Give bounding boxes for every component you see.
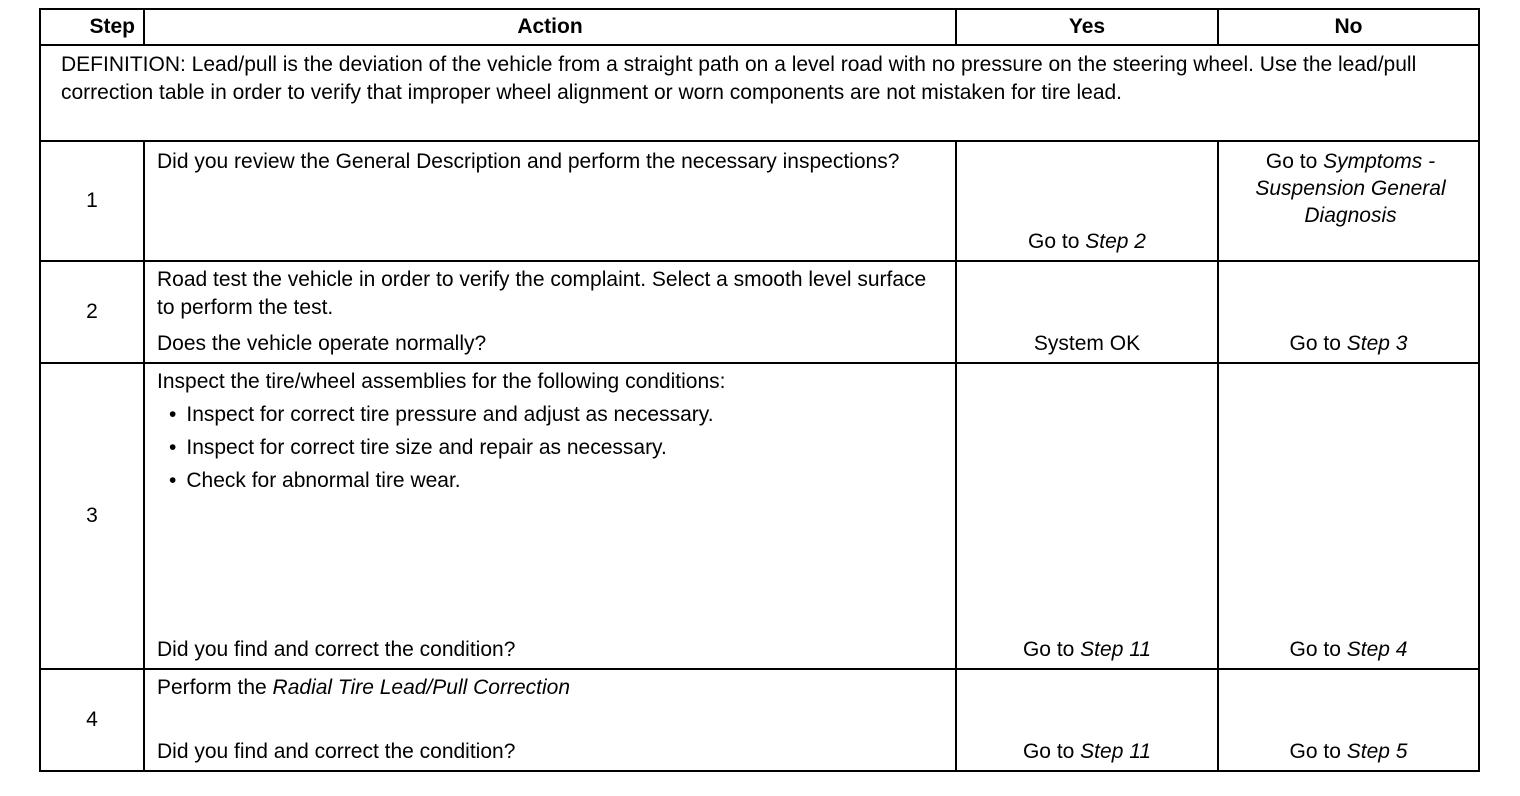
yes-result [957, 740, 1217, 764]
question-text: Does the vehicle operate normally? [157, 332, 487, 355]
action-text [145, 670, 955, 702]
no-prefix: Go to [1289, 332, 1347, 355]
no-step-link[interactable]: Symptoms - Suspension General Diagnosis [1255, 150, 1446, 227]
question-text: Did you find and correct the condition? [157, 740, 516, 763]
yes-step-link[interactable]: Step 2 [1085, 230, 1146, 253]
yes-step-link[interactable]: Step 11 [1080, 638, 1152, 661]
step-number: 3 [40, 363, 144, 669]
no-result [1219, 332, 1478, 356]
yes-cell [956, 261, 1218, 363]
action-cell [144, 363, 956, 669]
action-cell [144, 141, 956, 261]
yes-prefix: Go to [1028, 230, 1086, 253]
definition-text: DEFINITION: Lead/pull is the deviation of the vehicle from a straight path on a level road with no pressure on the steering wheel. Use the lead/pull correction table in order to verify that improper wheel alignment or worn components are not mistaken for tire lead. [40, 45, 1479, 141]
no-result [1219, 638, 1478, 662]
table-row [40, 669, 1479, 771]
header-yes: Yes [956, 9, 1218, 45]
table-row [40, 363, 1479, 669]
condition-list [145, 398, 955, 497]
no-step-link[interactable]: Step 5 [1346, 740, 1408, 763]
list-item: • Check for abnormal tire wear. [169, 464, 955, 497]
action-text: Inspect the tire/wheel assemblies for the following conditions: [157, 370, 726, 393]
definition-row [40, 45, 1479, 141]
step-number: 4 [40, 669, 144, 771]
action-cell [144, 669, 956, 771]
yes-step-link[interactable]: Step 11 [1080, 740, 1152, 763]
procedure-link[interactable]: Radial Tire Lead/Pull Correction [272, 676, 571, 699]
no-prefix: Go to [1289, 740, 1347, 763]
yes-prefix: Go to [1022, 740, 1081, 763]
yes-prefix: Go to [1022, 638, 1081, 661]
action-cell [144, 261, 956, 363]
step-number: 1 [40, 141, 144, 261]
diagnostic-table [39, 8, 1480, 772]
yes-cell [956, 669, 1218, 771]
header-step: Step [40, 9, 144, 45]
no-prefix: Go to [1265, 150, 1324, 173]
yes-result: System OK [1033, 332, 1141, 355]
list-item: • Inspect for correct tire size and repair as necessary. [169, 431, 955, 464]
header-action: Action [144, 9, 956, 45]
no-step-link[interactable]: Step 4 [1346, 638, 1408, 661]
header-no: No [1218, 9, 1479, 45]
no-cell [1218, 363, 1479, 669]
action-prefix: Perform the [157, 676, 273, 699]
yes-cell [956, 141, 1218, 261]
yes-result [957, 230, 1217, 254]
no-result [1219, 142, 1478, 229]
no-cell [1218, 261, 1479, 363]
yes-cell [956, 363, 1218, 669]
no-result [1219, 740, 1478, 764]
action-text: Road test the vehicle in order to verify the complaint. Select a smooth level surface to perform the test. [157, 268, 927, 319]
table-row [40, 141, 1479, 261]
no-prefix: Go to [1289, 638, 1347, 661]
step-number: 2 [40, 261, 144, 363]
table-row [40, 261, 1479, 363]
question-text: Did you find and correct the condition? [157, 638, 516, 661]
yes-result [957, 638, 1217, 662]
action-text: Did you review the General Description and perform the necessary inspections? [157, 150, 900, 173]
no-step-link[interactable]: Step 3 [1346, 332, 1408, 355]
no-cell [1218, 141, 1479, 261]
list-item: • Inspect for correct tire pressure and adjust as necessary. [169, 398, 955, 431]
no-cell [1218, 669, 1479, 771]
header-row [40, 9, 1479, 45]
